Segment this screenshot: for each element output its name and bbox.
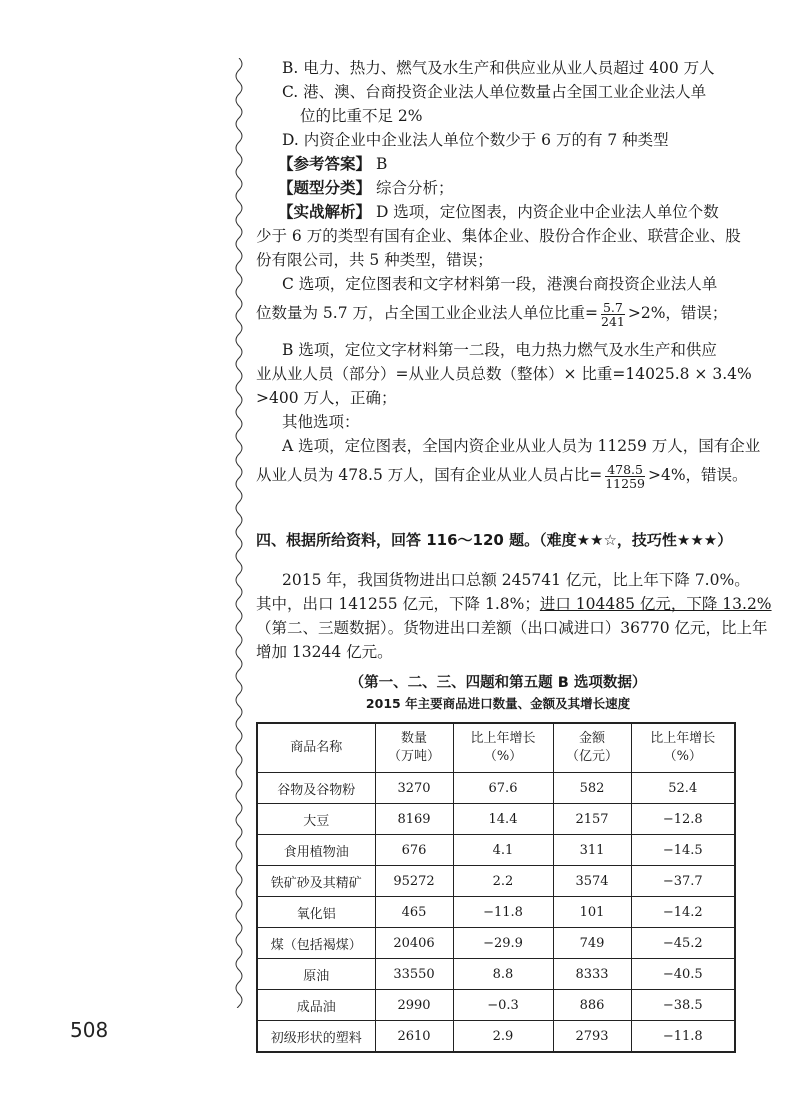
material-line4: 增加 13244 亿元。 <box>256 643 393 661</box>
cell-amount-growth: −37.7 <box>631 866 735 897</box>
header-ag-l1: 比上年增长 <box>650 731 716 746</box>
table-row <box>257 835 735 866</box>
table-title: 2015 年主要商品进口数量、金额及其增长速度 <box>365 696 631 711</box>
material-line2-pre: 其中，出口 141255 亿元，下降 1.8%； <box>256 595 540 613</box>
analysis-a-line2 <box>256 458 748 492</box>
cell-amount: 582 <box>553 773 631 804</box>
cell-name: 食用植物油 <box>257 835 375 866</box>
analysis-b-line2: 业从业人员（部分）=从业人员总数（整体）× 比重=14025.8 × 3.4% <box>256 365 752 383</box>
fraction-a-den: 11259 <box>605 475 645 491</box>
cell-amount-growth: 52.4 <box>631 773 735 804</box>
analysis-a-line2-post: >4%，错误。 <box>647 466 748 484</box>
material-line2 <box>256 592 772 616</box>
cell-qty-growth: 14.4 <box>453 804 553 835</box>
table-row <box>257 804 735 835</box>
cell-qty: 20406 <box>375 928 453 959</box>
analysis-other: 其他选项： <box>282 413 360 431</box>
cell-qty-growth: 67.6 <box>453 773 553 804</box>
cell-qty: 3270 <box>375 773 453 804</box>
table-row <box>257 1021 735 1053</box>
analysis-d-line2: 少于 6 万的类型有国有企业、集体企业、股份合作企业、联营企业、股 <box>256 227 741 245</box>
header-amount-growth <box>631 723 735 773</box>
cell-amount-growth: −11.8 <box>631 1021 735 1053</box>
fraction-c-num: 5.7 <box>602 299 623 315</box>
header-amount <box>553 723 631 773</box>
cell-amount-growth: −14.2 <box>631 897 735 928</box>
section-heading: 四、根据所给资料，回答 116～120 题。（难度★★☆，技巧性★★★） <box>256 531 733 549</box>
cell-name: 大豆 <box>257 804 375 835</box>
header-name: 商品名称 <box>257 723 375 773</box>
cell-name: 铁矿砂及其精矿 <box>257 866 375 897</box>
option-c-line1: C. 港、澳、台商投资企业法人单位数量占全国工业企业法人单 <box>282 83 707 101</box>
table-header-row <box>257 723 735 773</box>
table-row <box>257 897 735 928</box>
cell-qty-growth: 2.2 <box>453 866 553 897</box>
analysis-row <box>256 200 740 224</box>
header-amt-l1: 金额 <box>578 731 605 746</box>
table-row <box>257 928 735 959</box>
cell-name: 初级形状的塑料 <box>257 1021 375 1053</box>
cell-name: 原油 <box>257 959 375 990</box>
option-b: B. 电力、热力、燃气及水生产和供应业从业人员超过 400 万人 <box>282 59 715 77</box>
cell-amount-growth: −40.5 <box>631 959 735 990</box>
material-line1: 2015 年，我国货物进出口总额 245741 亿元，比上年下降 7.0%。 <box>282 571 750 589</box>
cell-amount: 311 <box>553 835 631 866</box>
material-line2-underlined: 进口 104485 亿元，下降 13.2% <box>539 595 772 613</box>
cell-qty-growth: 4.1 <box>453 835 553 866</box>
fraction-a-num: 478.5 <box>607 461 643 477</box>
cell-amount-growth: −45.2 <box>631 928 735 959</box>
qtype-value: 综合分析； <box>375 179 454 197</box>
cell-amount: 749 <box>553 928 631 959</box>
fraction-c <box>599 301 627 328</box>
option-c-line2: 位的比重不足 2% <box>300 107 423 125</box>
table-row <box>257 959 735 990</box>
analysis-c-line2 <box>256 296 740 330</box>
cell-qty-growth: −0.3 <box>453 990 553 1021</box>
cell-qty: 33550 <box>375 959 453 990</box>
header-qty <box>375 723 453 773</box>
table-row <box>257 773 735 804</box>
material-line3: （第二、三题数据）。货物进出口差额（出口减进口）36770 亿元，比上年 <box>256 619 768 637</box>
cell-amount-growth: −38.5 <box>631 990 735 1021</box>
wavy-margin-line <box>232 58 246 1008</box>
fraction-c-den: 241 <box>601 313 625 329</box>
cell-amount: 2157 <box>553 804 631 835</box>
cell-qty: 8169 <box>375 804 453 835</box>
analysis-a-line1: A 选项，定位图表，全国内资企业从业人员为 11259 万人，国有企业 <box>282 437 761 455</box>
header-qty-l1: 数量 <box>400 731 427 746</box>
qtype-row <box>256 176 740 200</box>
header-qg-l1: 比上年增长 <box>470 731 536 746</box>
cell-amount: 101 <box>553 897 631 928</box>
fraction-a <box>603 463 647 490</box>
cell-amount: 8333 <box>553 959 631 990</box>
cell-amount: 886 <box>553 990 631 1021</box>
header-ag-l2: （%） <box>663 749 702 764</box>
table-row <box>257 990 735 1021</box>
answer-value: B <box>375 155 388 173</box>
cell-qty-growth: 8.8 <box>453 959 553 990</box>
analysis-b-line1: B 选项，定位文字材料第一二段，电力热力燃气及水生产和供应 <box>282 341 717 359</box>
cell-amount-growth: −12.8 <box>631 804 735 835</box>
cell-qty: 95272 <box>375 866 453 897</box>
cell-name: 谷物及谷物粉 <box>257 773 375 804</box>
analysis-c-line2-pre: 位数量为 5.7 万，占全国工业企业法人单位比重= <box>256 304 598 322</box>
cell-amount: 3574 <box>553 866 631 897</box>
cell-qty-growth: 2.9 <box>453 1021 553 1053</box>
cell-name: 氧化铝 <box>257 897 375 928</box>
analysis-d-line1: D 选项，定位图表，内资企业中企业法人单位个数 <box>375 203 719 221</box>
cell-qty: 676 <box>375 835 453 866</box>
table-row <box>257 866 735 897</box>
table-note: （第一、二、三、四题和第五题 B 选项数据） <box>349 675 647 691</box>
analysis-c-line2-post: >2%，错误； <box>627 304 728 322</box>
cell-qty-growth: −11.8 <box>453 897 553 928</box>
header-qg-l2: （%） <box>483 749 523 764</box>
analysis-b-line3: >400 万人，正确； <box>256 389 397 407</box>
cell-qty: 2610 <box>375 1021 453 1053</box>
import-table <box>256 722 736 1053</box>
cell-qty-growth: −29.9 <box>453 928 553 959</box>
option-d: D. 内资企业中企业法人单位个数少于 6 万的有 7 种类型 <box>282 131 669 149</box>
cell-amount: 2793 <box>553 1021 631 1053</box>
qtype-label: 【题型分类】 <box>278 179 372 197</box>
cell-name: 成品油 <box>257 990 375 1021</box>
answer-row <box>256 152 740 176</box>
analysis-d-line3: 份有限公司，共 5 种类型，错误； <box>256 251 493 269</box>
analysis-c-line1: C 选项，定位图表和文字材料第一段，港澳台商投资企业法人单 <box>282 275 718 293</box>
analysis-a-line2-pre: 从业人员为 478.5 万人，国有企业从业人员占比= <box>256 466 603 484</box>
header-amt-l2: （亿元） <box>565 749 618 764</box>
page-content <box>256 56 772 1053</box>
cell-qty: 465 <box>375 897 453 928</box>
header-qty-growth <box>453 723 553 773</box>
header-qty-l2: （万吨） <box>387 749 440 764</box>
answer-label: 【参考答案】 <box>278 155 372 173</box>
cell-name: 煤（包括褐煤） <box>257 928 375 959</box>
cell-qty: 2990 <box>375 990 453 1021</box>
cell-amount-growth: −14.5 <box>631 835 735 866</box>
page-number: 508 <box>70 1018 109 1042</box>
analysis-label: 【实战解析】 <box>278 203 372 221</box>
